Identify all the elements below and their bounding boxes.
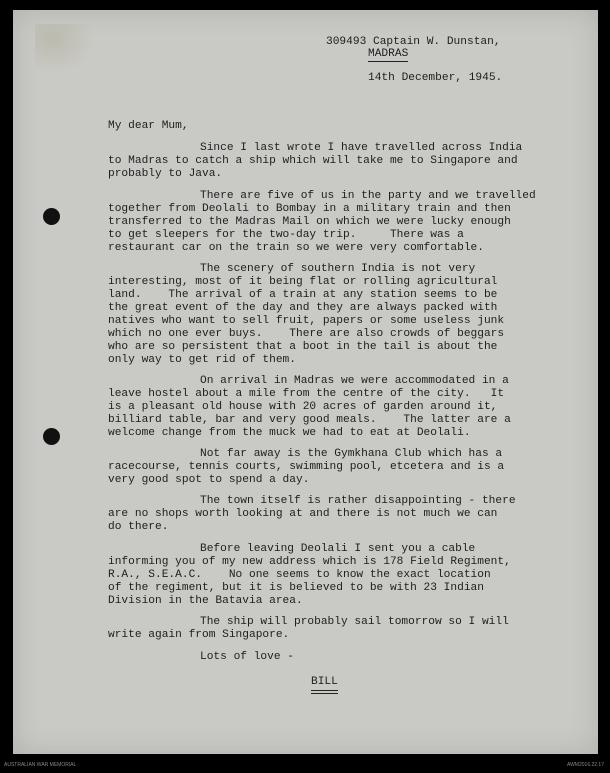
- paragraph-line: very good spot to spend a day.: [108, 474, 310, 486]
- paragraph-line: is a pleasant old house with 20 acres of garden around it,: [108, 401, 498, 413]
- paragraph-line: The scenery of southern India is not very: [200, 263, 476, 275]
- paragraph-line: transferred to the Madras Mail on which we were lucky enough: [108, 216, 511, 228]
- punch-hole-top: [43, 208, 60, 225]
- paragraph-line: interesting, most of it being flat or rolling agricultural: [108, 276, 498, 288]
- paragraph-line: are no shops worth looking at and there is not much we can: [108, 508, 498, 520]
- paragraph-line: to get sleepers for the two-day trip. There was a: [108, 229, 464, 241]
- paragraph-line: informing you of my new address which is 178 Field Regiment,: [108, 556, 511, 568]
- signature: BILL: [311, 676, 338, 688]
- archive-reference: AWM2016.22.17: [566, 762, 604, 768]
- paragraph-line: together from Deolali to Bombay in a military train and then: [108, 203, 511, 215]
- paragraph-line: welcome change from the muck we had to eat at Deolali.: [108, 427, 471, 439]
- signature-underline-bottom: [311, 693, 338, 694]
- paragraph-line: R.A., S.E.A.C. No one seems to know the exact location: [108, 569, 491, 581]
- closing: Lots of love -: [200, 651, 294, 663]
- paragraph-line: natives who want to sell fruit, papers or some useless junk: [108, 315, 505, 327]
- paragraph-line: to Madras to catch a ship which will take me to Singapore and: [108, 155, 518, 167]
- paragraph-line: leave hostel about a mile from the centre of the city. It: [108, 388, 505, 400]
- paragraph-line: write again from Singapore.: [108, 629, 290, 641]
- location-heading: MADRAS: [368, 48, 409, 60]
- punch-hole-bottom: [43, 428, 60, 445]
- paragraph-line: do there.: [108, 521, 169, 533]
- salutation: My dear Mum,: [108, 120, 189, 132]
- paragraph-line: The town itself is rather disappointing - there: [200, 495, 516, 507]
- paragraph-line: which no one ever buys. There are also crowds of beggars: [108, 328, 505, 340]
- paragraph-line: restaurant car on the train so we were very comfortable.: [108, 242, 484, 254]
- paragraph-line: who are so persistent that a boot in the tail is about the: [108, 341, 498, 353]
- paragraph-line: Since I last wrote I have travelled across India: [200, 142, 523, 154]
- letter-date: 14th December, 1945.: [368, 72, 503, 84]
- archive-credit: AUSTRALIAN WAR MEMORIAL: [4, 762, 77, 768]
- paragraph-line: There are five of us in the party and we travelled: [200, 190, 536, 202]
- paragraph-line: Division in the Batavia area.: [108, 595, 303, 607]
- paragraph-line: Before leaving Deolali I sent you a cable: [200, 543, 476, 555]
- signature-underline-top: [311, 690, 338, 691]
- paragraph-line: probably to Java.: [108, 168, 223, 180]
- paragraph-line: billiard table, bar and very good meals. The latter are a: [108, 414, 511, 426]
- paragraph-line: On arrival in Madras we were accommodated in a: [200, 375, 509, 387]
- paragraph-line: the great event of the day and they are always packed with: [108, 302, 498, 314]
- paper-stain: [35, 24, 95, 74]
- service-line: 309493 Captain W. Dunstan,: [326, 36, 501, 48]
- paragraph-line: The ship will probably sail tomorrow so I will: [200, 616, 509, 628]
- letter-page: [13, 10, 598, 754]
- paragraph-line: only way to get rid of them.: [108, 354, 296, 366]
- paragraph-line: Not far away is the Gymkhana Club which has a: [200, 448, 503, 460]
- paragraph-line: of the regiment, but it is believed to be with 23 Indian: [108, 582, 484, 594]
- paragraph-line: racecourse, tennis courts, swimming pool, etcetera and is a: [108, 461, 505, 473]
- paragraph-line: land. The arrival of a train at any station seems to be: [108, 289, 498, 301]
